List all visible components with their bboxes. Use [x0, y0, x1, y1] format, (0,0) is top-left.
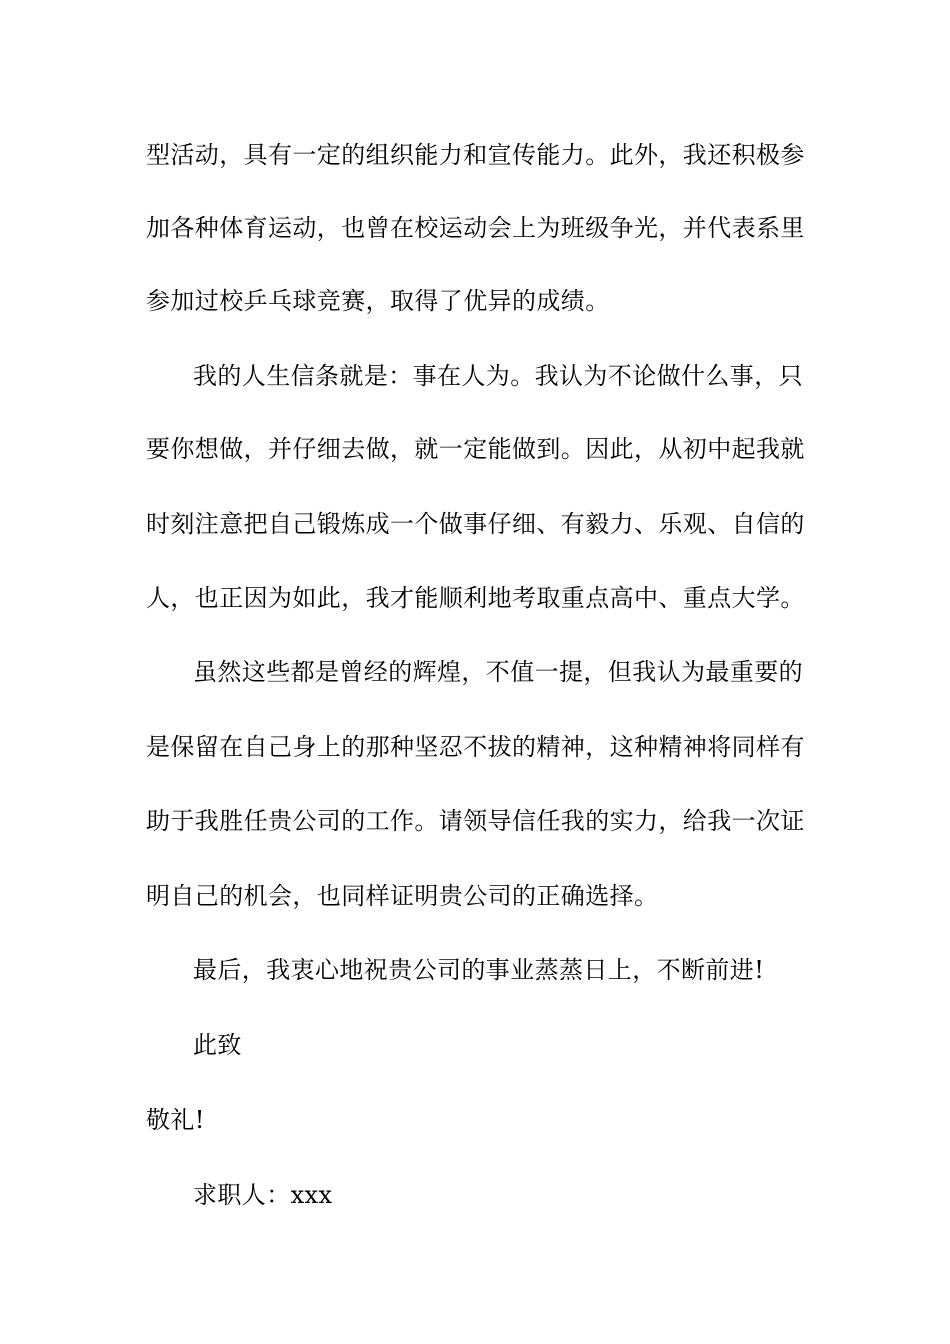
paragraph-line: 要你想做，并仔细去做，就一定能做到。因此，从初中起我就: [146, 435, 805, 463]
paragraph-line: 参加过校乒乓球竞赛，取得了优异的成绩。: [146, 287, 610, 315]
paragraph-line: 人，也正因为如此，我才能顺利地考取重点高中、重点大学。: [146, 584, 805, 612]
paragraph-line: 加各种体育运动，也曾在校运动会上为班级争光，并代表系里: [146, 214, 805, 242]
salutation-ci-zhi: 此致: [193, 1031, 242, 1059]
closing-wish-line: 最后，我衷心地祝贵公司的事业蒸蒸日上，不断前进!: [193, 956, 765, 984]
paragraph-line: 是保留在自己身上的那种坚忍不拔的精神，这种精神将同样有: [146, 733, 805, 761]
paragraph-line: 明自己的机会，也同样证明贵公司的正确选择。: [146, 882, 659, 910]
paragraph-line: 虽然这些都是曾经的辉煌，不值一提，但我认为最重要的: [193, 658, 803, 686]
paragraph-line: 时刻注意把自己锻炼成一个做事仔细、有毅力、乐观、自信的: [146, 510, 805, 538]
signature-line: 求职人：xxx: [193, 1181, 333, 1209]
salutation-jing-li: 敬礼!: [146, 1106, 205, 1134]
paragraph-line: 型活动，具有一定的组织能力和宣传能力。此外，我还积极参: [146, 141, 805, 169]
paragraph-line: 助于我胜任贵公司的工作。请领导信任我的实力，给我一次证: [146, 807, 805, 835]
paragraph-line: 我的人生信条就是：事在人为。我认为不论做什么事，只: [193, 362, 803, 390]
